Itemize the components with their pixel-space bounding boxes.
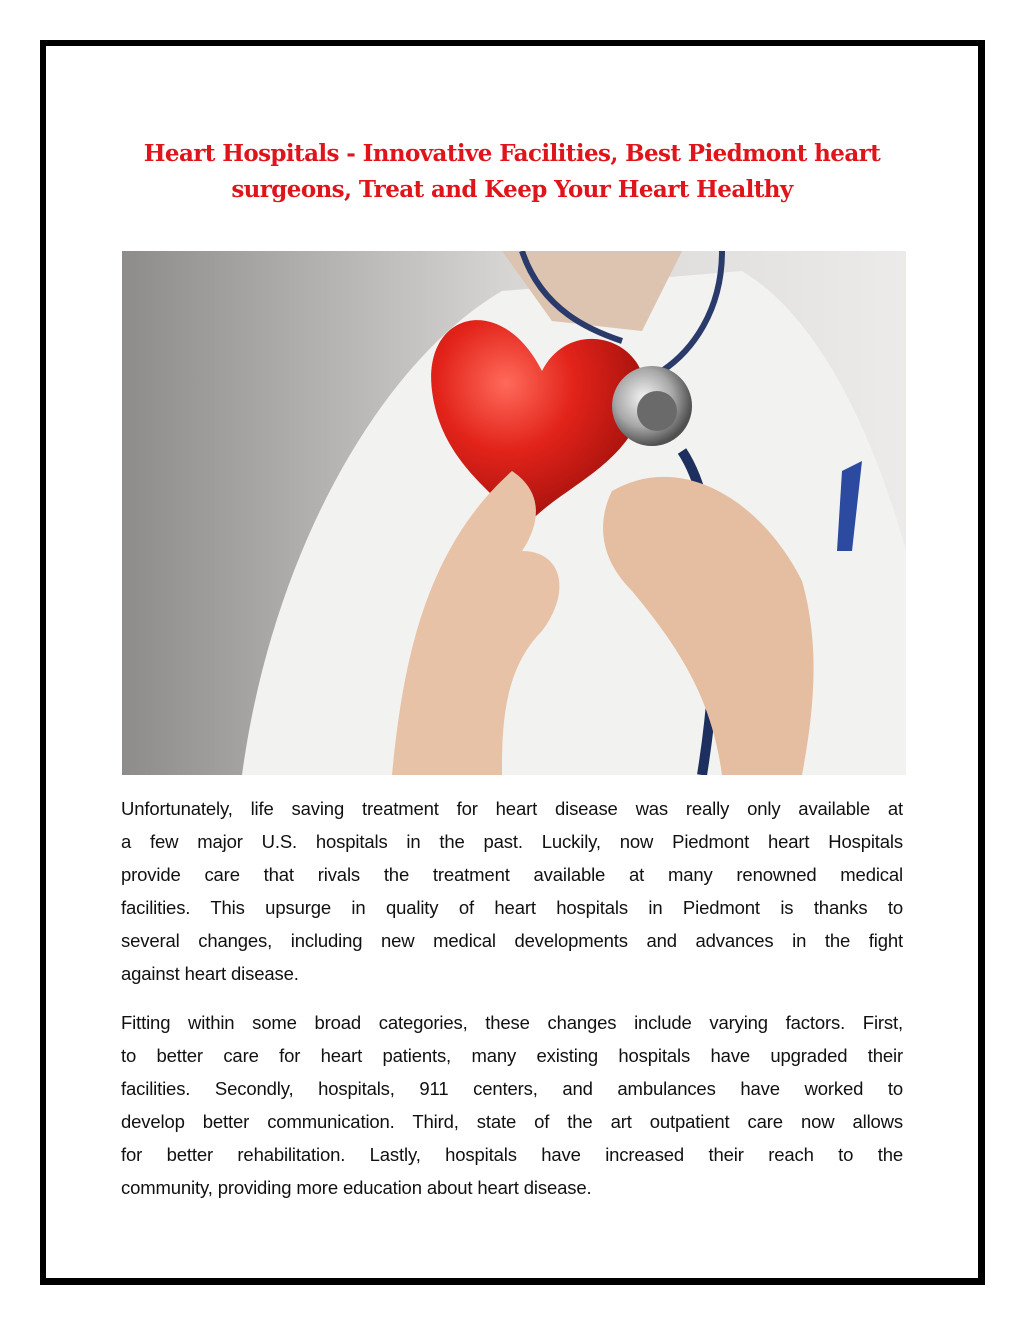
photo-illustration xyxy=(122,251,906,775)
page-title xyxy=(100,136,924,208)
heart-stethoscope-photo xyxy=(122,251,906,775)
paragraph-line: develop better communication. Third, state of the art outpatient care now allows xyxy=(121,1111,903,1132)
paragraph-line: facilities. Secondly, hospitals, 911 centers, and ambulances have worked to xyxy=(121,1078,903,1099)
title-line-2: surgeons, Treat and Keep Your Heart Healthy xyxy=(231,176,793,203)
paragraph-line: Unfortunately, life saving treatment for heart disease was really only available at xyxy=(121,798,903,819)
paragraph-line: for better rehabilitation. Lastly, hospitals have increased their reach to the xyxy=(121,1144,903,1165)
paragraph-line: community, providing more education about heart disease. xyxy=(121,1177,592,1198)
paragraph-1 xyxy=(121,792,903,990)
paragraph-line: to better care for heart patients, many existing hospitals have upgraded their xyxy=(121,1045,903,1066)
paragraph-line: a few major U.S. hospitals in the past. Luckily, now Piedmont heart Hospitals xyxy=(121,831,903,852)
paragraph-line: several changes, including new medical developments and advances in the fight xyxy=(121,930,903,951)
title-line-1: Heart Hospitals - Innovative Facilities, Best Piedmont heart xyxy=(143,140,881,167)
paragraph-2 xyxy=(121,1006,903,1204)
paragraph-line: Fitting within some broad categories, these changes include varying factors. First, xyxy=(121,1012,903,1033)
paragraph-line: against heart disease. xyxy=(121,963,299,984)
paragraph-line: provide care that rivals the treatment available at many renowned medical xyxy=(121,864,903,885)
paragraph-line: facilities. This upsurge in quality of heart hospitals in Piedmont is thanks to xyxy=(121,897,903,918)
